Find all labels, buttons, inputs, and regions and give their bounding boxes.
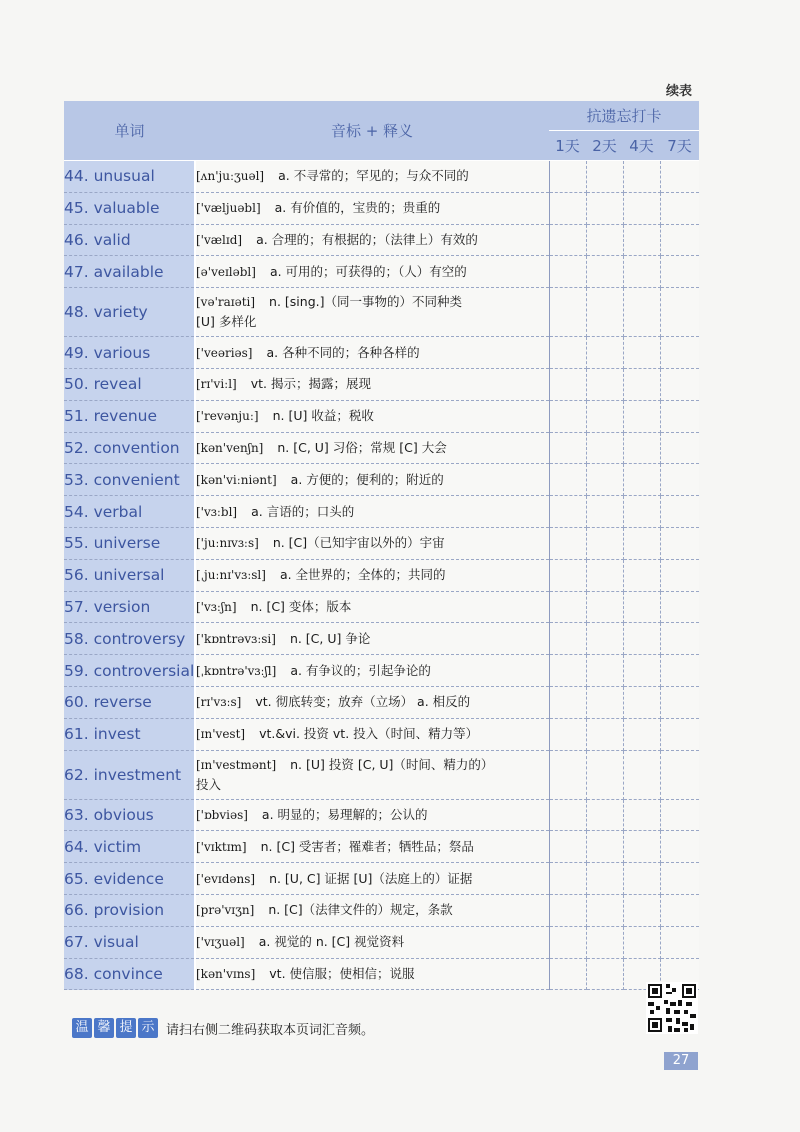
header-review: 抗遗忘打卡: [549, 101, 699, 131]
checkin-cell[interactable]: [660, 288, 699, 337]
checkin-cell[interactable]: [623, 655, 660, 687]
checkin-cell[interactable]: [549, 432, 586, 464]
definition-cell: [195, 863, 549, 895]
checkin-cell[interactable]: [623, 192, 660, 224]
phonetic: [ɪn'vest]: [196, 727, 246, 742]
definition-cell: [195, 623, 549, 655]
checkin-cell[interactable]: [623, 799, 660, 831]
tip-label: [72, 1018, 160, 1038]
checkin-cell[interactable]: [586, 831, 623, 863]
definition: a. 视觉的 n. [C] 视觉资料: [258, 934, 405, 950]
definition: a. 全世界的；全体的；共同的: [279, 567, 446, 583]
definition: a. 方便的；便利的；附近的: [290, 471, 444, 487]
definition-cell: [195, 288, 549, 337]
checkin-cell[interactable]: [623, 926, 660, 958]
checkin-cell[interactable]: [549, 591, 586, 623]
table-row: [64, 527, 699, 559]
phonetic: [ə'veɪləbl]: [196, 264, 256, 279]
definition-cell: [195, 750, 549, 799]
definition: n. [U, C] 证据 [U]（法庭上的）证据: [269, 870, 473, 886]
definition: a. 不寻常的；罕见的；与众不同的: [278, 168, 469, 184]
phonetic: ['veəriəs]: [196, 345, 253, 360]
checkin-cell[interactable]: [586, 368, 623, 400]
checkin-cell[interactable]: [586, 527, 623, 559]
table-row: [64, 831, 699, 863]
checkin-cell[interactable]: [586, 750, 623, 799]
word-cell: 50. reveal: [64, 368, 195, 400]
definition: a. 明显的；易理解的；公认的: [261, 806, 428, 822]
checkin-cell[interactable]: [549, 400, 586, 432]
checkin-cell[interactable]: [623, 224, 660, 256]
word-cell: 56. universal: [64, 559, 195, 591]
checkin-cell[interactable]: [623, 559, 660, 591]
definition: vt. 使信服；使相信；说服: [269, 965, 415, 981]
checkin-cell[interactable]: [586, 496, 623, 528]
checkin-cell[interactable]: [549, 559, 586, 591]
qr-code-icon[interactable]: [646, 982, 698, 1034]
definition-cell: [195, 464, 549, 496]
checkin-cell[interactable]: [623, 161, 660, 193]
definition-cell: [195, 527, 549, 559]
definition: n. [C]（法律文件的）规定，条款: [268, 902, 453, 918]
tip-char: 示: [138, 1018, 158, 1038]
definition-cell: [195, 655, 549, 687]
definition-cell: [195, 831, 549, 863]
definition: n. [sing.]（同一事物的）不同种类: [269, 294, 462, 310]
word-cell: 63. obvious: [64, 799, 195, 831]
word-cell: 65. evidence: [64, 863, 195, 895]
checkin-cell[interactable]: [586, 192, 623, 224]
phonetic: [rɪ'vɜːs]: [196, 695, 242, 710]
checkin-cell[interactable]: [549, 750, 586, 799]
checkin-cell[interactable]: [586, 958, 623, 990]
phonetic: [ɪn'vestmənt]: [196, 757, 277, 772]
phonetic: ['revənjuː]: [196, 409, 259, 424]
checkin-cell[interactable]: [586, 718, 623, 750]
table-row: [64, 655, 699, 687]
table-row: [64, 256, 699, 288]
definition: n. [C, U] 习俗；常规 [C] 大会: [277, 439, 447, 455]
definition-cell: [195, 496, 549, 528]
checkin-cell[interactable]: [549, 655, 586, 687]
checkin-cell[interactable]: [660, 623, 699, 655]
word-cell: 58. controversy: [64, 623, 195, 655]
phonetic: ['juːnɪvɜːs]: [196, 536, 259, 551]
header-definition: 音标 + 释义: [195, 101, 549, 161]
checkin-cell[interactable]: [623, 831, 660, 863]
definition-cell: [195, 192, 549, 224]
checkin-cell[interactable]: [549, 686, 586, 718]
definition: vt.&vi. 投资 vt. 投入（时间、精力等）: [259, 726, 479, 742]
word-cell: 52. convention: [64, 432, 195, 464]
checkin-cell[interactable]: [586, 432, 623, 464]
word-cell: 61. invest: [64, 718, 195, 750]
phonetic: ['ɒbviəs]: [196, 807, 248, 822]
checkin-cell[interactable]: [549, 161, 586, 193]
checkin-cell[interactable]: [623, 863, 660, 895]
word-cell: 68. convince: [64, 958, 195, 990]
checkin-cell[interactable]: [549, 831, 586, 863]
definition-cell: [195, 432, 549, 464]
table-row: [64, 288, 699, 337]
definition-cell: [195, 591, 549, 623]
word-cell: 54. verbal: [64, 496, 195, 528]
table-row: [64, 750, 699, 799]
phonetic: ['væljuəbl]: [196, 201, 261, 216]
tip-text: 请扫右侧二维码获取本页词汇音频。: [166, 1022, 375, 1038]
checkin-cell[interactable]: [623, 750, 660, 799]
checkin-cell[interactable]: [623, 894, 660, 926]
phonetic: [ʌn'juːʒuəl]: [196, 169, 265, 184]
definition-cell: [195, 224, 549, 256]
checkin-cell[interactable]: [623, 400, 660, 432]
header-day-2: 2天: [586, 131, 623, 161]
checkin-cell[interactable]: [586, 686, 623, 718]
word-cell: 49. various: [64, 337, 195, 369]
checkin-cell[interactable]: [586, 926, 623, 958]
checkin-cell[interactable]: [660, 432, 699, 464]
phonetic: ['vɜːbl]: [196, 504, 238, 519]
definition: n. [C] 变体；版本: [250, 598, 352, 614]
checkin-cell[interactable]: [660, 559, 699, 591]
phonetic: ['vɪktɪm]: [196, 839, 247, 854]
definition: a. 合理的；有根据的；（法律上）有效的: [256, 231, 478, 247]
header-day-1: 1天: [549, 131, 586, 161]
definition-cell: [195, 368, 549, 400]
checkin-cell[interactable]: [549, 527, 586, 559]
word-cell: 45. valuable: [64, 192, 195, 224]
checkin-cell[interactable]: [623, 718, 660, 750]
phonetic: [prə'vɪʒn]: [196, 903, 255, 918]
checkin-cell[interactable]: [586, 400, 623, 432]
checkin-cell[interactable]: [549, 368, 586, 400]
checkin-cell[interactable]: [586, 623, 623, 655]
checkin-cell[interactable]: [660, 831, 699, 863]
checkin-cell[interactable]: [623, 432, 660, 464]
phonetic: [kən'venʃn]: [196, 440, 264, 455]
checkin-cell[interactable]: [623, 527, 660, 559]
checkin-cell[interactable]: [549, 192, 586, 224]
checkin-cell[interactable]: [549, 718, 586, 750]
definition-cell: [195, 256, 549, 288]
phonetic: ['evɪdəns]: [196, 871, 256, 886]
definition: vt. 彻底转变；放弃（立场） a. 相反的: [255, 694, 471, 710]
checkin-cell[interactable]: [549, 863, 586, 895]
phonetic: [rɪ'viːl]: [196, 377, 237, 392]
checkin-cell[interactable]: [623, 464, 660, 496]
checkin-cell[interactable]: [549, 224, 586, 256]
word-cell: 60. reverse: [64, 686, 195, 718]
checkin-cell[interactable]: [549, 623, 586, 655]
word-cell: 62. investment: [64, 750, 195, 799]
table-row: [64, 686, 699, 718]
checkin-cell[interactable]: [660, 799, 699, 831]
word-cell: 47. available: [64, 256, 195, 288]
table-row: [64, 161, 699, 193]
checkin-cell[interactable]: [586, 256, 623, 288]
checkin-cell[interactable]: [586, 559, 623, 591]
checkin-cell[interactable]: [623, 337, 660, 369]
checkin-cell[interactable]: [660, 527, 699, 559]
checkin-cell[interactable]: [660, 192, 699, 224]
checkin-cell[interactable]: [549, 256, 586, 288]
word-cell: 66. provision: [64, 894, 195, 926]
checkin-cell[interactable]: [660, 224, 699, 256]
table-row: [64, 591, 699, 623]
checkin-cell[interactable]: [660, 926, 699, 958]
checkin-cell[interactable]: [586, 863, 623, 895]
word-cell: 55. universe: [64, 527, 195, 559]
definition: a. 各种不同的；各种各样的: [266, 344, 420, 360]
table-row: [64, 958, 699, 990]
definition: a. 有价值的，宝贵的；贵重的: [274, 200, 441, 216]
checkin-cell[interactable]: [549, 337, 586, 369]
definition: vt. 揭示；揭露；展现: [250, 376, 371, 392]
checkin-cell[interactable]: [660, 496, 699, 528]
definition-cell: [195, 958, 549, 990]
checkin-cell[interactable]: [586, 161, 623, 193]
tip-char: 提: [116, 1018, 136, 1038]
checkin-cell[interactable]: [549, 496, 586, 528]
checkin-cell[interactable]: [549, 958, 586, 990]
phonetic: [ˌkɒntrə'vɜːʃl]: [196, 663, 277, 678]
definition-cell: [195, 161, 549, 193]
word-cell: 51. revenue: [64, 400, 195, 432]
word-cell: 44. unusual: [64, 161, 195, 193]
checkin-cell[interactable]: [660, 718, 699, 750]
tip-char: 馨: [94, 1018, 114, 1038]
definition-continued: [U] 多样化: [196, 314, 257, 330]
checkin-cell[interactable]: [586, 591, 623, 623]
checkin-cell[interactable]: [623, 368, 660, 400]
checkin-cell[interactable]: [660, 750, 699, 799]
phonetic: [ˌjuːnɪ'vɜːsl]: [196, 568, 266, 583]
phonetic: [və'raɪəti]: [196, 295, 256, 310]
checkin-cell[interactable]: [623, 591, 660, 623]
checkin-cell[interactable]: [586, 224, 623, 256]
table-row: [64, 464, 699, 496]
table-row: [64, 799, 699, 831]
table-row: [64, 894, 699, 926]
checkin-cell[interactable]: [549, 799, 586, 831]
word-cell: 59. controversial: [64, 655, 195, 687]
checkin-cell[interactable]: [660, 863, 699, 895]
word-cell: 53. convenient: [64, 464, 195, 496]
table-row: [64, 718, 699, 750]
checkin-cell[interactable]: [660, 591, 699, 623]
definition: a. 有争议的；引起争论的: [290, 662, 431, 678]
phonetic: [kən'viːniənt]: [196, 472, 277, 487]
checkin-cell[interactable]: [586, 288, 623, 337]
checkin-cell[interactable]: [660, 464, 699, 496]
table-row: [64, 400, 699, 432]
phonetic: ['vælɪd]: [196, 232, 243, 247]
checkin-cell[interactable]: [586, 655, 623, 687]
table-row: [64, 337, 699, 369]
definition-continued: 投入: [196, 776, 222, 792]
header-word: 单词: [64, 101, 195, 161]
checkin-cell[interactable]: [660, 655, 699, 687]
checkin-cell[interactable]: [549, 464, 586, 496]
checkin-cell[interactable]: [660, 894, 699, 926]
phonetic: ['vɜːʃn]: [196, 599, 237, 614]
tip-bar: [72, 1018, 374, 1038]
header-day-4: 4天: [623, 131, 660, 161]
definition: n. [C]（已知宇宙以外的）宇宙: [272, 535, 445, 551]
definition: n. [U] 收益；税收: [272, 408, 374, 424]
definition-cell: [195, 926, 549, 958]
definition: n. [C] 受害者；罹难者；牺牲品；祭品: [260, 838, 474, 854]
definition: n. [C, U] 争论: [289, 630, 371, 646]
word-cell: 67. visual: [64, 926, 195, 958]
table-row: [64, 368, 699, 400]
checkin-cell[interactable]: [586, 464, 623, 496]
phonetic: ['vɪʒuəl]: [196, 935, 245, 950]
definition-cell: [195, 400, 549, 432]
word-cell: 48. variety: [64, 288, 195, 337]
tip-char: 温: [72, 1018, 92, 1038]
table-row: [64, 926, 699, 958]
phonetic: ['kɒntrəvɜːsi]: [196, 631, 276, 646]
table-row: [64, 623, 699, 655]
checkin-cell[interactable]: [586, 894, 623, 926]
definition-cell: [195, 686, 549, 718]
definition-cell: [195, 718, 549, 750]
definition: a. 言语的；口头的: [251, 503, 355, 519]
definition-cell: [195, 799, 549, 831]
checkin-cell[interactable]: [623, 288, 660, 337]
checkin-cell[interactable]: [549, 288, 586, 337]
header-day-7: 7天: [660, 131, 699, 161]
checkin-cell[interactable]: [660, 686, 699, 718]
checkin-cell[interactable]: [623, 496, 660, 528]
vocab-table: [64, 101, 699, 990]
table-row: [64, 432, 699, 464]
table-row: [64, 559, 699, 591]
table-row: [64, 496, 699, 528]
checkin-cell[interactable]: [586, 337, 623, 369]
checkin-cell[interactable]: [660, 337, 699, 369]
table-row: [64, 192, 699, 224]
phonetic: [kən'vɪns]: [196, 966, 256, 981]
checkin-cell[interactable]: [623, 623, 660, 655]
checkin-cell[interactable]: [623, 256, 660, 288]
definition-cell: [195, 559, 549, 591]
word-cell: 64. victim: [64, 831, 195, 863]
word-cell: 46. valid: [64, 224, 195, 256]
definition-cell: [195, 337, 549, 369]
definition-cell: [195, 894, 549, 926]
checkin-cell[interactable]: [623, 686, 660, 718]
definition: n. [U] 投资 [C, U]（时间、精力的）: [290, 756, 494, 772]
checkin-cell[interactable]: [586, 799, 623, 831]
word-cell: 57. version: [64, 591, 195, 623]
table-row: [64, 224, 699, 256]
definition: a. 可用的；可获得的；（人）有空的: [269, 263, 467, 279]
continued-label: 续表: [665, 84, 692, 99]
checkin-cell[interactable]: [549, 926, 586, 958]
checkin-cell[interactable]: [660, 161, 699, 193]
page-number: 27: [664, 1052, 698, 1070]
checkin-cell[interactable]: [660, 256, 699, 288]
table-row: [64, 863, 699, 895]
checkin-cell[interactable]: [660, 400, 699, 432]
checkin-cell[interactable]: [549, 894, 586, 926]
checkin-cell[interactable]: [660, 368, 699, 400]
